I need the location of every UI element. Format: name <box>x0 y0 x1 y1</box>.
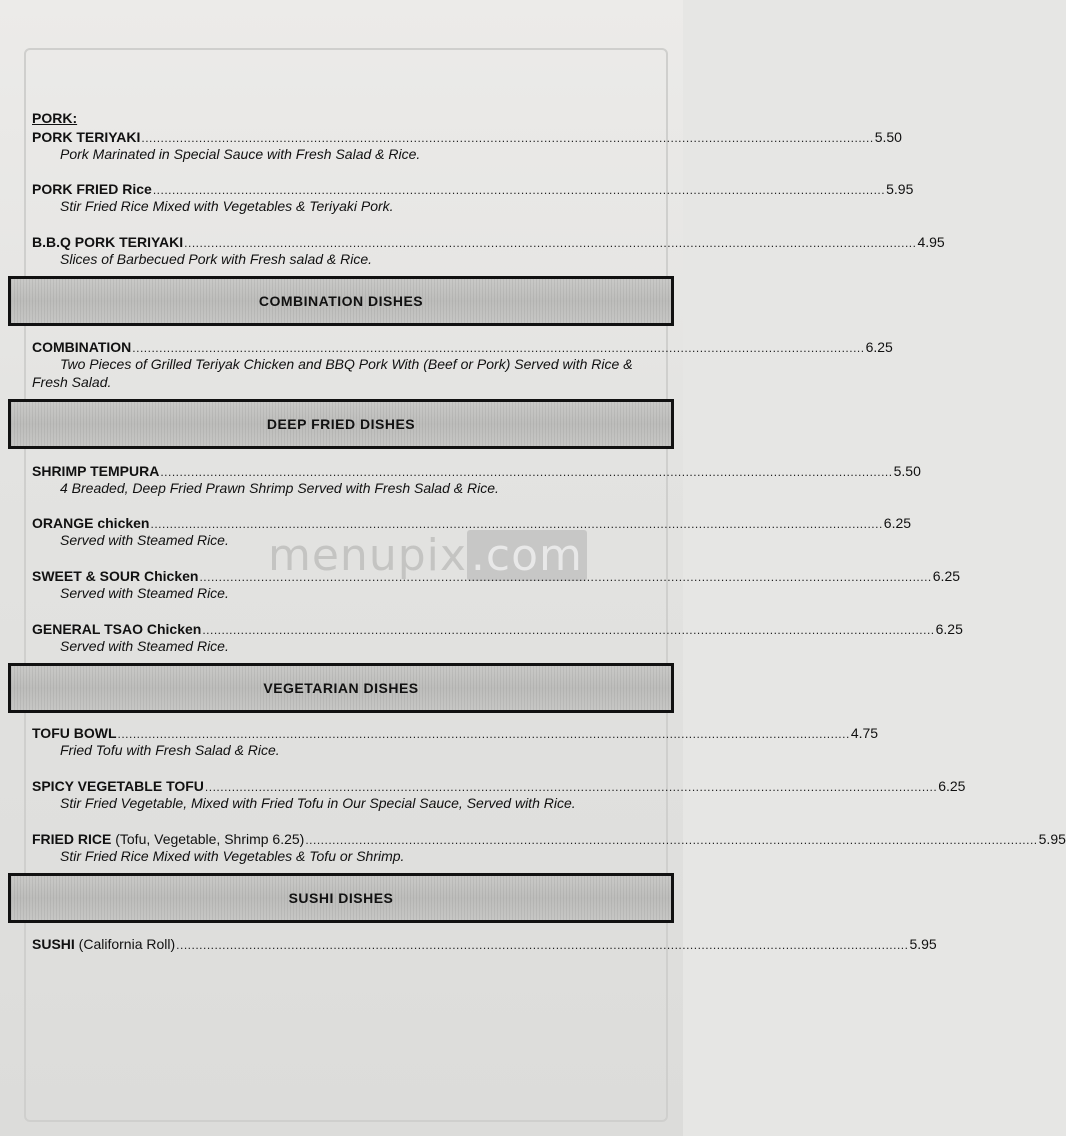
item-description: 4 Breaded, Deep Fried Prawn Shrimp Served with Fresh Salad & Rice. <box>60 480 499 496</box>
item-description: Stir Fried Vegetable, Mixed with Fried Tofu in Our Special Sauce, Served with Rice. <box>60 795 576 811</box>
item-price: 5.95 <box>1038 831 1066 847</box>
item-description: Served with Steamed Rice. <box>60 532 229 548</box>
dot-leader: ............................................................................................................................................................................................... <box>150 517 883 531</box>
item-description: Pork Marinated in Special Sauce with Fresh Salad & Rice. <box>60 146 421 162</box>
dot-leader: ............................................................................................................................................................................................... <box>117 727 850 741</box>
menu-item <box>32 830 1066 865</box>
item-name-extra: (California Roll) <box>74 936 176 952</box>
dot-leader: ............................................................................................................................................................................................... <box>204 780 938 794</box>
section-title-pork: PORK: <box>32 110 78 126</box>
item-description: Slices of Barbecued Pork with Fresh salad & Rice. <box>60 251 373 267</box>
item-description: Stir Fried Rice Mixed with Vegetables & Tofu or Shrimp. <box>60 848 405 864</box>
item-name-extra: (Tofu, Vegetable, Shrimp 6.25) <box>111 831 305 847</box>
section-banner-sushi <box>8 873 674 923</box>
menu-item <box>32 180 914 215</box>
dot-leader: ............................................................................................................................................................................................... <box>152 183 886 197</box>
dot-leader: ............................................................................................................................................................................................... <box>176 938 909 952</box>
menu-item <box>32 777 966 812</box>
item-name: SWEET & SOUR Chicken <box>32 568 199 584</box>
section-title-vegetarian: VEGETARIAN DISHES <box>263 680 419 696</box>
menu-item <box>32 724 879 759</box>
section-title-sushi: SUSHI DISHES <box>288 890 394 906</box>
item-price: 6.25 <box>932 568 961 584</box>
item-price: 6.25 <box>935 621 963 637</box>
item-name: PORK FRIED Rice <box>32 181 152 197</box>
item-description: Served with Steamed Rice. <box>60 585 229 601</box>
watermark: menupix.com <box>268 530 587 581</box>
section-title-deep-fried: DEEP FRIED DISHES <box>266 416 416 432</box>
section-title-combination: COMBINATION DISHES <box>258 293 424 309</box>
dot-leader: ............................................................................................................................................................................................... <box>141 131 874 145</box>
menu-item <box>32 233 945 268</box>
menu-item <box>32 514 912 549</box>
menu-item <box>32 567 961 602</box>
item-name: ORANGE chicken <box>32 515 150 531</box>
section-banner-combination <box>8 276 674 326</box>
item-name: GENERAL TSAO Chicken <box>32 621 202 637</box>
dot-leader: ............................................................................................................................................................................................... <box>184 236 917 250</box>
dot-leader: ............................................................................................................................................................................................... <box>160 465 893 479</box>
menu-item <box>32 935 937 954</box>
dot-leader: ............................................................................................................................................................................................... <box>202 623 935 637</box>
menu-item <box>32 338 893 391</box>
menu-item <box>32 128 902 163</box>
item-name <box>32 830 304 848</box>
item-name: COMBINATION <box>32 339 132 355</box>
item-price: 4.75 <box>850 725 879 741</box>
item-name: B.B.Q PORK TERIYAKI <box>32 234 184 250</box>
item-name <box>32 935 175 953</box>
item-price: 6.25 <box>865 339 893 355</box>
menu-item <box>32 620 963 655</box>
item-description: Two Pieces of Grilled Teriyak Chicken and BBQ Pork With (Beef or Pork) Served with Rice & Fresh Salad. <box>32 356 633 390</box>
item-description: Fried Tofu with Fresh Salad & Rice. <box>60 742 280 758</box>
menu-content <box>32 110 1066 954</box>
item-description: Served with Steamed Rice. <box>60 638 229 654</box>
dot-leader: ............................................................................................................................................................................................... <box>199 570 932 584</box>
item-price: 5.50 <box>893 463 921 479</box>
section-banner-vegetarian <box>8 663 674 713</box>
menu-item <box>32 462 921 497</box>
item-price: 5.95 <box>909 936 937 952</box>
item-price: 4.95 <box>917 234 945 250</box>
item-name-text: FRIED RICE <box>32 831 112 847</box>
item-name: SPICY VEGETABLE TOFU <box>32 778 204 794</box>
item-price: 5.50 <box>874 129 902 145</box>
item-name: TOFU BOWL <box>32 725 117 741</box>
item-name: SHRIMP TEMPURA <box>32 463 160 479</box>
item-description: Stir Fried Rice Mixed with Vegetables & Teriyaki Pork. <box>60 198 394 214</box>
dot-leader: ............................................................................................................................................................................................... <box>132 341 865 355</box>
item-price: 6.25 <box>883 515 912 531</box>
section-banner-deep-fried <box>8 399 674 449</box>
item-price: 6.25 <box>938 778 966 794</box>
item-price: 5.95 <box>886 181 914 197</box>
item-name: PORK TERIYAKI <box>32 129 141 145</box>
item-name-text: SUSHI <box>32 936 75 952</box>
dot-leader: ............................................................................................................................................................................................... <box>305 833 1038 847</box>
